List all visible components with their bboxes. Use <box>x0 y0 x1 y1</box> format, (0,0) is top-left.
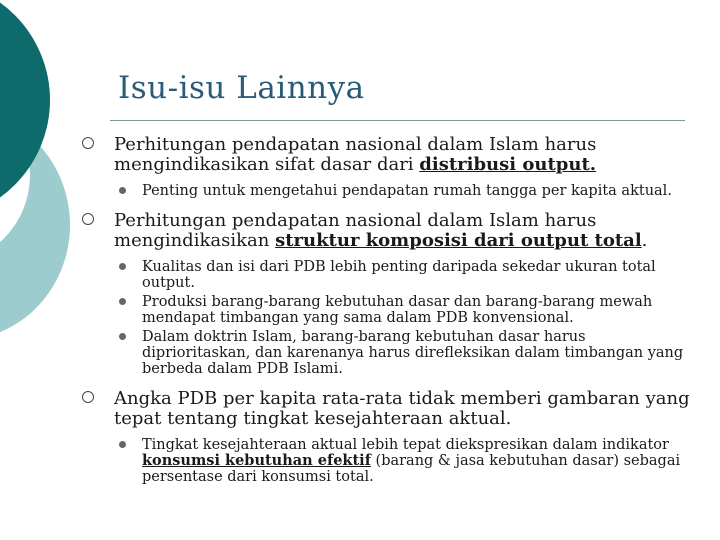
underlined-term: konsumsi kebutuhan efektif <box>142 452 371 469</box>
dot-bullet-icon <box>119 441 126 448</box>
sub-bullet-1-1: Penting untuk mengetahui pendapatan rumah tangga per kapita aktual. <box>82 183 692 199</box>
sub-bullet-2-2: Produksi barang-barang kebutuhan dasar dan barang-barang mewah mendapat timbangan yang sama dalam PDB konvensional. <box>82 294 692 326</box>
slide-content <box>82 128 692 485</box>
hollow-circle-bullet-icon <box>82 391 94 403</box>
hollow-circle-bullet-icon <box>82 137 94 149</box>
sub-bullet-3-1: Tingkat kesejahteraan aktual lebih tepat diekspresikan dalam indikator konsumsi kebutuhan efektif (barang & jasa kebutuhan dasar) sebagai persentase dari konsumsi total. <box>82 437 692 485</box>
dot-bullet-icon <box>119 263 126 270</box>
sub-bullet-2-3: Dalam doktrin Islam, barang-barang kebutuhan dasar harus diprioritaskan, dan karenanya harus direfleksikan dalam timbangan yang berbeda dalam PDB Islami. <box>82 329 692 377</box>
dot-bullet-icon <box>119 187 126 194</box>
dot-bullet-icon <box>119 333 126 340</box>
bullet-3: Angka PDB per kapita rata-rata tidak memberi gambaran yang tepat tentang tingkat kesejahteraan aktual. <box>82 389 692 429</box>
slide-title: Isu-isu Lainnya <box>118 70 365 106</box>
sub-bullet-2-1: Kualitas dan isi dari PDB lebih penting daripada sekedar ukuran total output. <box>82 259 692 291</box>
dot-bullet-icon <box>119 298 126 305</box>
bullet-2: Perhitungan pendapatan nasional dalam Islam harus mengindikasikan struktur komposisi dari output total. <box>82 211 692 251</box>
underlined-term: distribusi output. <box>419 154 597 175</box>
hollow-circle-bullet-icon <box>82 213 94 225</box>
underlined-term: struktur komposisi dari output total <box>275 230 642 251</box>
title-divider <box>110 120 685 121</box>
bullet-1: Perhitungan pendapatan nasional dalam Islam harus mengindikasikan sifat dasar dari distribusi output. <box>82 135 692 175</box>
